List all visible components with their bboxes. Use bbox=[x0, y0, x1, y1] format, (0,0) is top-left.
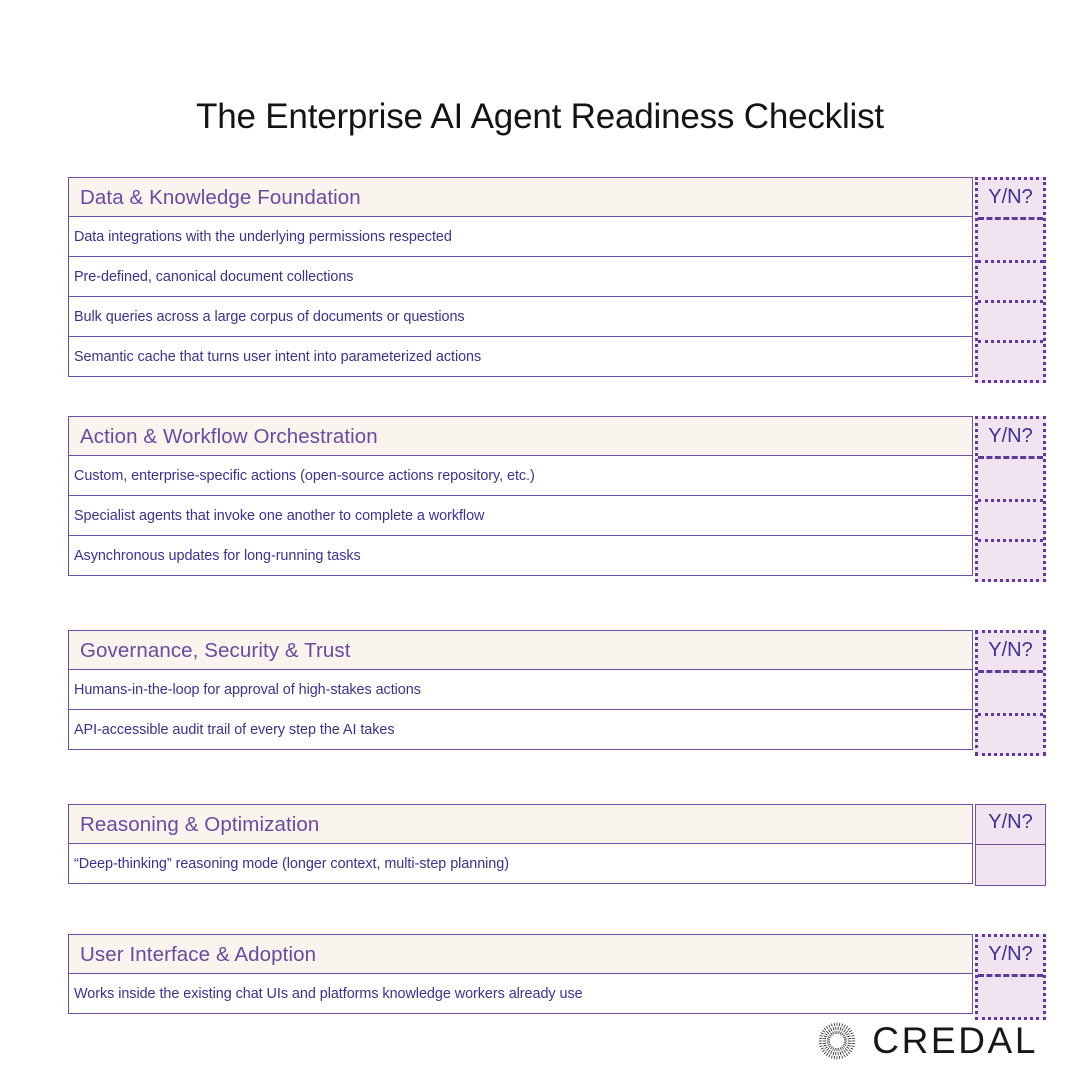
yn-column-header: Y/N? bbox=[978, 937, 1043, 977]
credal-sunburst-icon bbox=[818, 1022, 856, 1060]
yn-column-header: Y/N? bbox=[978, 419, 1043, 459]
section-items-column bbox=[68, 416, 973, 576]
section-items-column bbox=[68, 630, 973, 750]
section-header-user-interface-adoption: User Interface & Adoption bbox=[68, 934, 973, 974]
yn-column-governance-security-trust bbox=[975, 630, 1046, 756]
credal-logo bbox=[818, 1022, 1038, 1060]
section-data-knowledge-foundation bbox=[68, 177, 1046, 383]
section-reasoning-optimization bbox=[68, 804, 1046, 886]
section-header-action-workflow-orchestration: Action & Workflow Orchestration bbox=[68, 416, 973, 456]
section-action-workflow-orchestration bbox=[68, 416, 1046, 582]
checklist-item: Humans-in-the-loop for approval of high-stakes actions bbox=[68, 670, 973, 710]
checklist-item: Specialist agents that invoke one another to complete a workflow bbox=[68, 496, 973, 536]
yn-column-user-interface-adoption bbox=[975, 934, 1046, 1020]
checklist-item: Asynchronous updates for long-running tasks bbox=[68, 536, 973, 576]
checklist-item: API-accessible audit trail of every step the AI takes bbox=[68, 710, 973, 750]
checklist-item: Data integrations with the underlying permissions respected bbox=[68, 217, 973, 257]
checklist-item: Works inside the existing chat UIs and platforms knowledge workers already use bbox=[68, 974, 973, 1014]
yn-answer-cell[interactable] bbox=[978, 673, 1043, 713]
yn-column-action-workflow-orchestration bbox=[975, 416, 1046, 582]
yn-column-data-knowledge-foundation bbox=[975, 177, 1046, 383]
checklist-item: “Deep-thinking” reasoning mode (longer context, multi-step planning) bbox=[68, 844, 973, 884]
yn-answer-cell[interactable] bbox=[978, 713, 1043, 753]
checklist-sections bbox=[68, 177, 1046, 1020]
checklist-item: Semantic cache that turns user intent into parameterized actions bbox=[68, 337, 973, 377]
section-items-column bbox=[68, 804, 973, 884]
section-header-governance-security-trust: Governance, Security & Trust bbox=[68, 630, 973, 670]
section-items-column bbox=[68, 934, 973, 1014]
yn-answer-cell[interactable] bbox=[978, 260, 1043, 300]
yn-column-reasoning-optimization bbox=[975, 804, 1046, 886]
yn-answer-cell[interactable] bbox=[978, 220, 1043, 260]
yn-column-header: Y/N? bbox=[978, 180, 1043, 220]
yn-answer-cell[interactable] bbox=[978, 499, 1043, 539]
yn-column-header: Y/N? bbox=[976, 805, 1045, 845]
yn-answer-cell[interactable] bbox=[978, 459, 1043, 499]
checklist-item: Bulk queries across a large corpus of documents or questions bbox=[68, 297, 973, 337]
brand-wordmark: CREDAL bbox=[872, 1020, 1038, 1061]
yn-answer-cell[interactable] bbox=[978, 977, 1043, 1017]
section-header-reasoning-optimization: Reasoning & Optimization bbox=[68, 804, 973, 844]
checklist-item: Pre-defined, canonical document collections bbox=[68, 257, 973, 297]
yn-answer-cell[interactable] bbox=[978, 340, 1043, 380]
checklist-item: Custom, enterprise-specific actions (open-source actions repository, etc.) bbox=[68, 456, 973, 496]
yn-column-header: Y/N? bbox=[978, 633, 1043, 673]
section-items-column bbox=[68, 177, 973, 377]
section-governance-security-trust bbox=[68, 630, 1046, 756]
section-header-data-knowledge-foundation: Data & Knowledge Foundation bbox=[68, 177, 973, 217]
yn-answer-cell[interactable] bbox=[976, 845, 1045, 885]
section-user-interface-adoption bbox=[68, 934, 1046, 1020]
yn-answer-cell[interactable] bbox=[978, 300, 1043, 340]
page-title: The Enterprise AI Agent Readiness Checklist bbox=[196, 97, 884, 137]
yn-answer-cell[interactable] bbox=[978, 539, 1043, 579]
